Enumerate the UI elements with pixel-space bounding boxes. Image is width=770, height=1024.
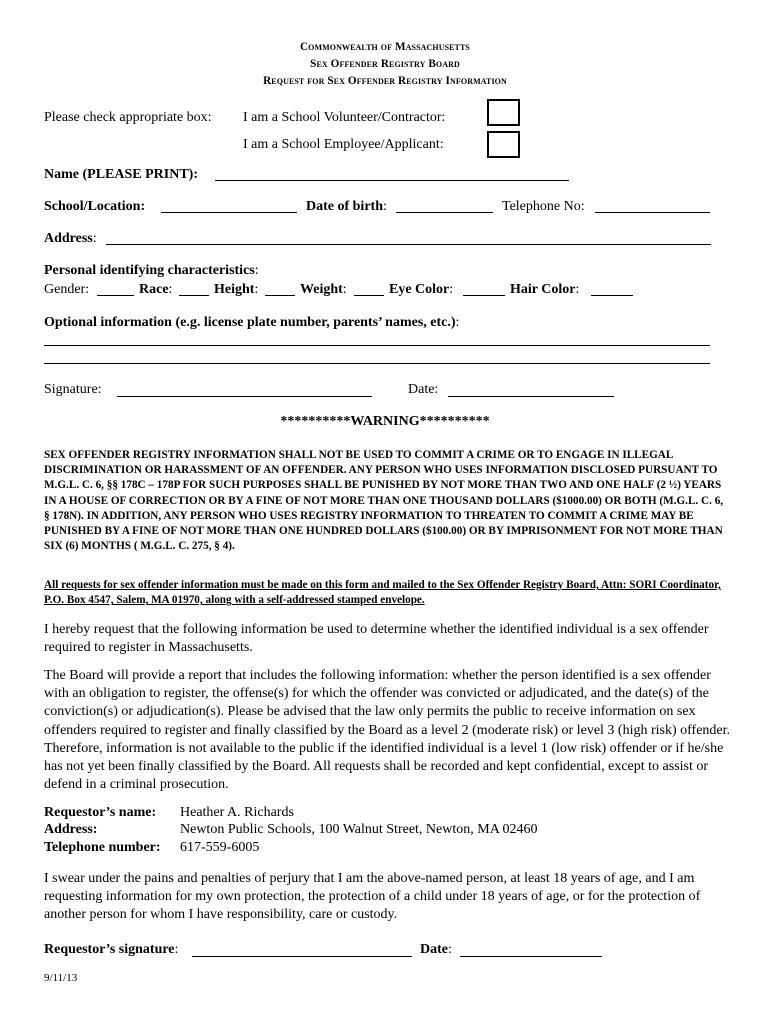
- hair-color-label: Hair Color:: [510, 282, 580, 297]
- requestor-date-label: Date:: [420, 942, 452, 957]
- phone-label: Telephone No:: [502, 199, 585, 214]
- gender-label: Gender:: [44, 282, 90, 297]
- phone-field[interactable]: [595, 212, 710, 213]
- optional-info-label: Optional information (e.g. license plate number, parents’ names, etc.):: [44, 315, 460, 330]
- signature-field[interactable]: [117, 396, 372, 397]
- address-label: Address:: [44, 231, 97, 246]
- eye-color-label: Eye Color:: [389, 282, 454, 297]
- requestor-signature-label: Requestor’s signature:: [44, 942, 179, 957]
- checkbox-volunteer-label: I am a School Volunteer/Contractor:: [243, 110, 446, 125]
- race-field[interactable]: [179, 295, 209, 296]
- school-field[interactable]: [161, 212, 297, 213]
- requestor-address-label: Address:: [44, 822, 98, 837]
- optional-info-line-2[interactable]: [44, 363, 710, 364]
- weight-field[interactable]: [354, 295, 384, 296]
- requestor-address-value: Newton Public Schools, 100 Walnut Street, Newton, MA 02460: [180, 822, 538, 837]
- height-field[interactable]: [265, 295, 295, 296]
- checkbox-employee[interactable]: [487, 131, 520, 158]
- dob-field[interactable]: [396, 212, 493, 213]
- name-field[interactable]: [215, 180, 569, 181]
- warning-text: SEX OFFENDER REGISTRY INFORMATION SHALL NOT BE USED TO COMMIT A CRIME OR TO ENGAGE IN ILLEGAL DISCRIMINATION OR HARASSMENT OF AN OFFENDER. ANY PERSON WHO USES INFORMATION DISCLOSED PURSUANT TO M.G.L. C. 6, §§ 178C – 178P FOR SUCH PURPOSES SHALL BE PUNISHED BY NOT MORE THAN TWO AND ONE HALF (2 ½) YEARS IN A HOUSE OF CORRECTION OR BY A FINE OF NOT MORE THAN ONE THOUSAND DOLLARS ($1000.00) OR BOTH (M.G.L. C. 6, § 178N). IN ADDITION, ANY PERSON WHO USES REGISTRY INFORMATION TO THREATEN TO COMMIT A CRIME MAY BE PUNISHED BY A FINE OF NOT MORE THAN ONE HUNDRED DOLLARS ($100.00) OR BY IMPRISONMENT FOR NOT MORE THAN SIX (6) MONTHS ( M.G.L. C. 275, § 4).: [44, 449, 724, 553]
- requestor-date-field[interactable]: [460, 956, 602, 957]
- dob-label: Date of birth:: [306, 199, 387, 214]
- eye-color-field[interactable]: [463, 295, 505, 296]
- request-paragraph: I hereby request that the following information be used to determine whether the identified individual is a sex offender required to register in Massachusetts.: [44, 622, 709, 656]
- requestor-signature-field[interactable]: [192, 956, 412, 957]
- characteristics-label: Personal identifying characteristics:: [44, 263, 259, 278]
- signature-label: Signature:: [44, 382, 102, 397]
- address-field[interactable]: [106, 244, 711, 245]
- checkbox-prompt: Please check appropriate box:: [44, 110, 212, 125]
- header-line-1: Commonwealth of Massachusetts: [300, 41, 470, 53]
- gender-field[interactable]: [97, 295, 134, 296]
- hair-color-field[interactable]: [591, 295, 633, 296]
- date-label: Date:: [408, 382, 439, 397]
- requestor-name-value: Heather A. Richards: [180, 805, 294, 820]
- warning-title: **********WARNING**********: [280, 414, 490, 429]
- school-label: School/Location:: [44, 199, 146, 214]
- optional-info-line-1[interactable]: [44, 345, 710, 346]
- height-label: Height:: [214, 282, 259, 297]
- checkbox-volunteer[interactable]: [487, 99, 520, 126]
- perjury-paragraph: I swear under the pains and penalties of perjury that I am the above-named person, at least 18 years of age, and I am requesting information for my own protection, the protection of a child under 18 years of age, or for the protection of another person for whom I have responsibility, care or custody.: [44, 871, 701, 923]
- date-field[interactable]: [448, 396, 614, 397]
- mail-notice: All requests for sex offender information must be made on this form and mailed to the Sex Offender Registry Board, Attn: SORI Coordinator, P.O. Box 4547, Salem, MA 01970, along with a self-addressed stamped envelope.: [44, 579, 721, 607]
- revision-date: 9/11/13: [44, 972, 78, 984]
- requestor-name-label: Requestor’s name:: [44, 805, 157, 820]
- checkbox-employee-label: I am a School Employee/Applicant:: [243, 137, 444, 152]
- race-label: Race:: [139, 282, 173, 297]
- board-paragraph: The Board will provide a report that includes the following information: whether the person identified is a sex offender with an obligation to register, the offense(s) for which the offender was convicted or adjudicated, and the date(s) of the conviction(s) or adjudication(s). Please be advised that the law only permits the public to receive information on sex offenders required to register and finally classified by the Board as a level 2 (moderate risk) or level 3 (high risk) offender. Therefore, information is not available to the public if the identified individual is a level 1 (low risk) offender or if he/she has not yet been finally classified by the Board. All requests shall be recorded and kept confidential, except to assist or defend in a criminal prosecution.: [44, 668, 731, 793]
- name-label: Name (PLEASE PRINT):: [44, 167, 199, 182]
- form-title: Request for Sex Offender Registry Information: [263, 75, 507, 87]
- header-line-2: Sex Offender Registry Board: [310, 58, 460, 70]
- requestor-phone-value: 617-559-6005: [180, 840, 260, 855]
- requestor-phone-label: Telephone number:: [44, 840, 161, 855]
- weight-label: Weight:: [300, 282, 347, 297]
